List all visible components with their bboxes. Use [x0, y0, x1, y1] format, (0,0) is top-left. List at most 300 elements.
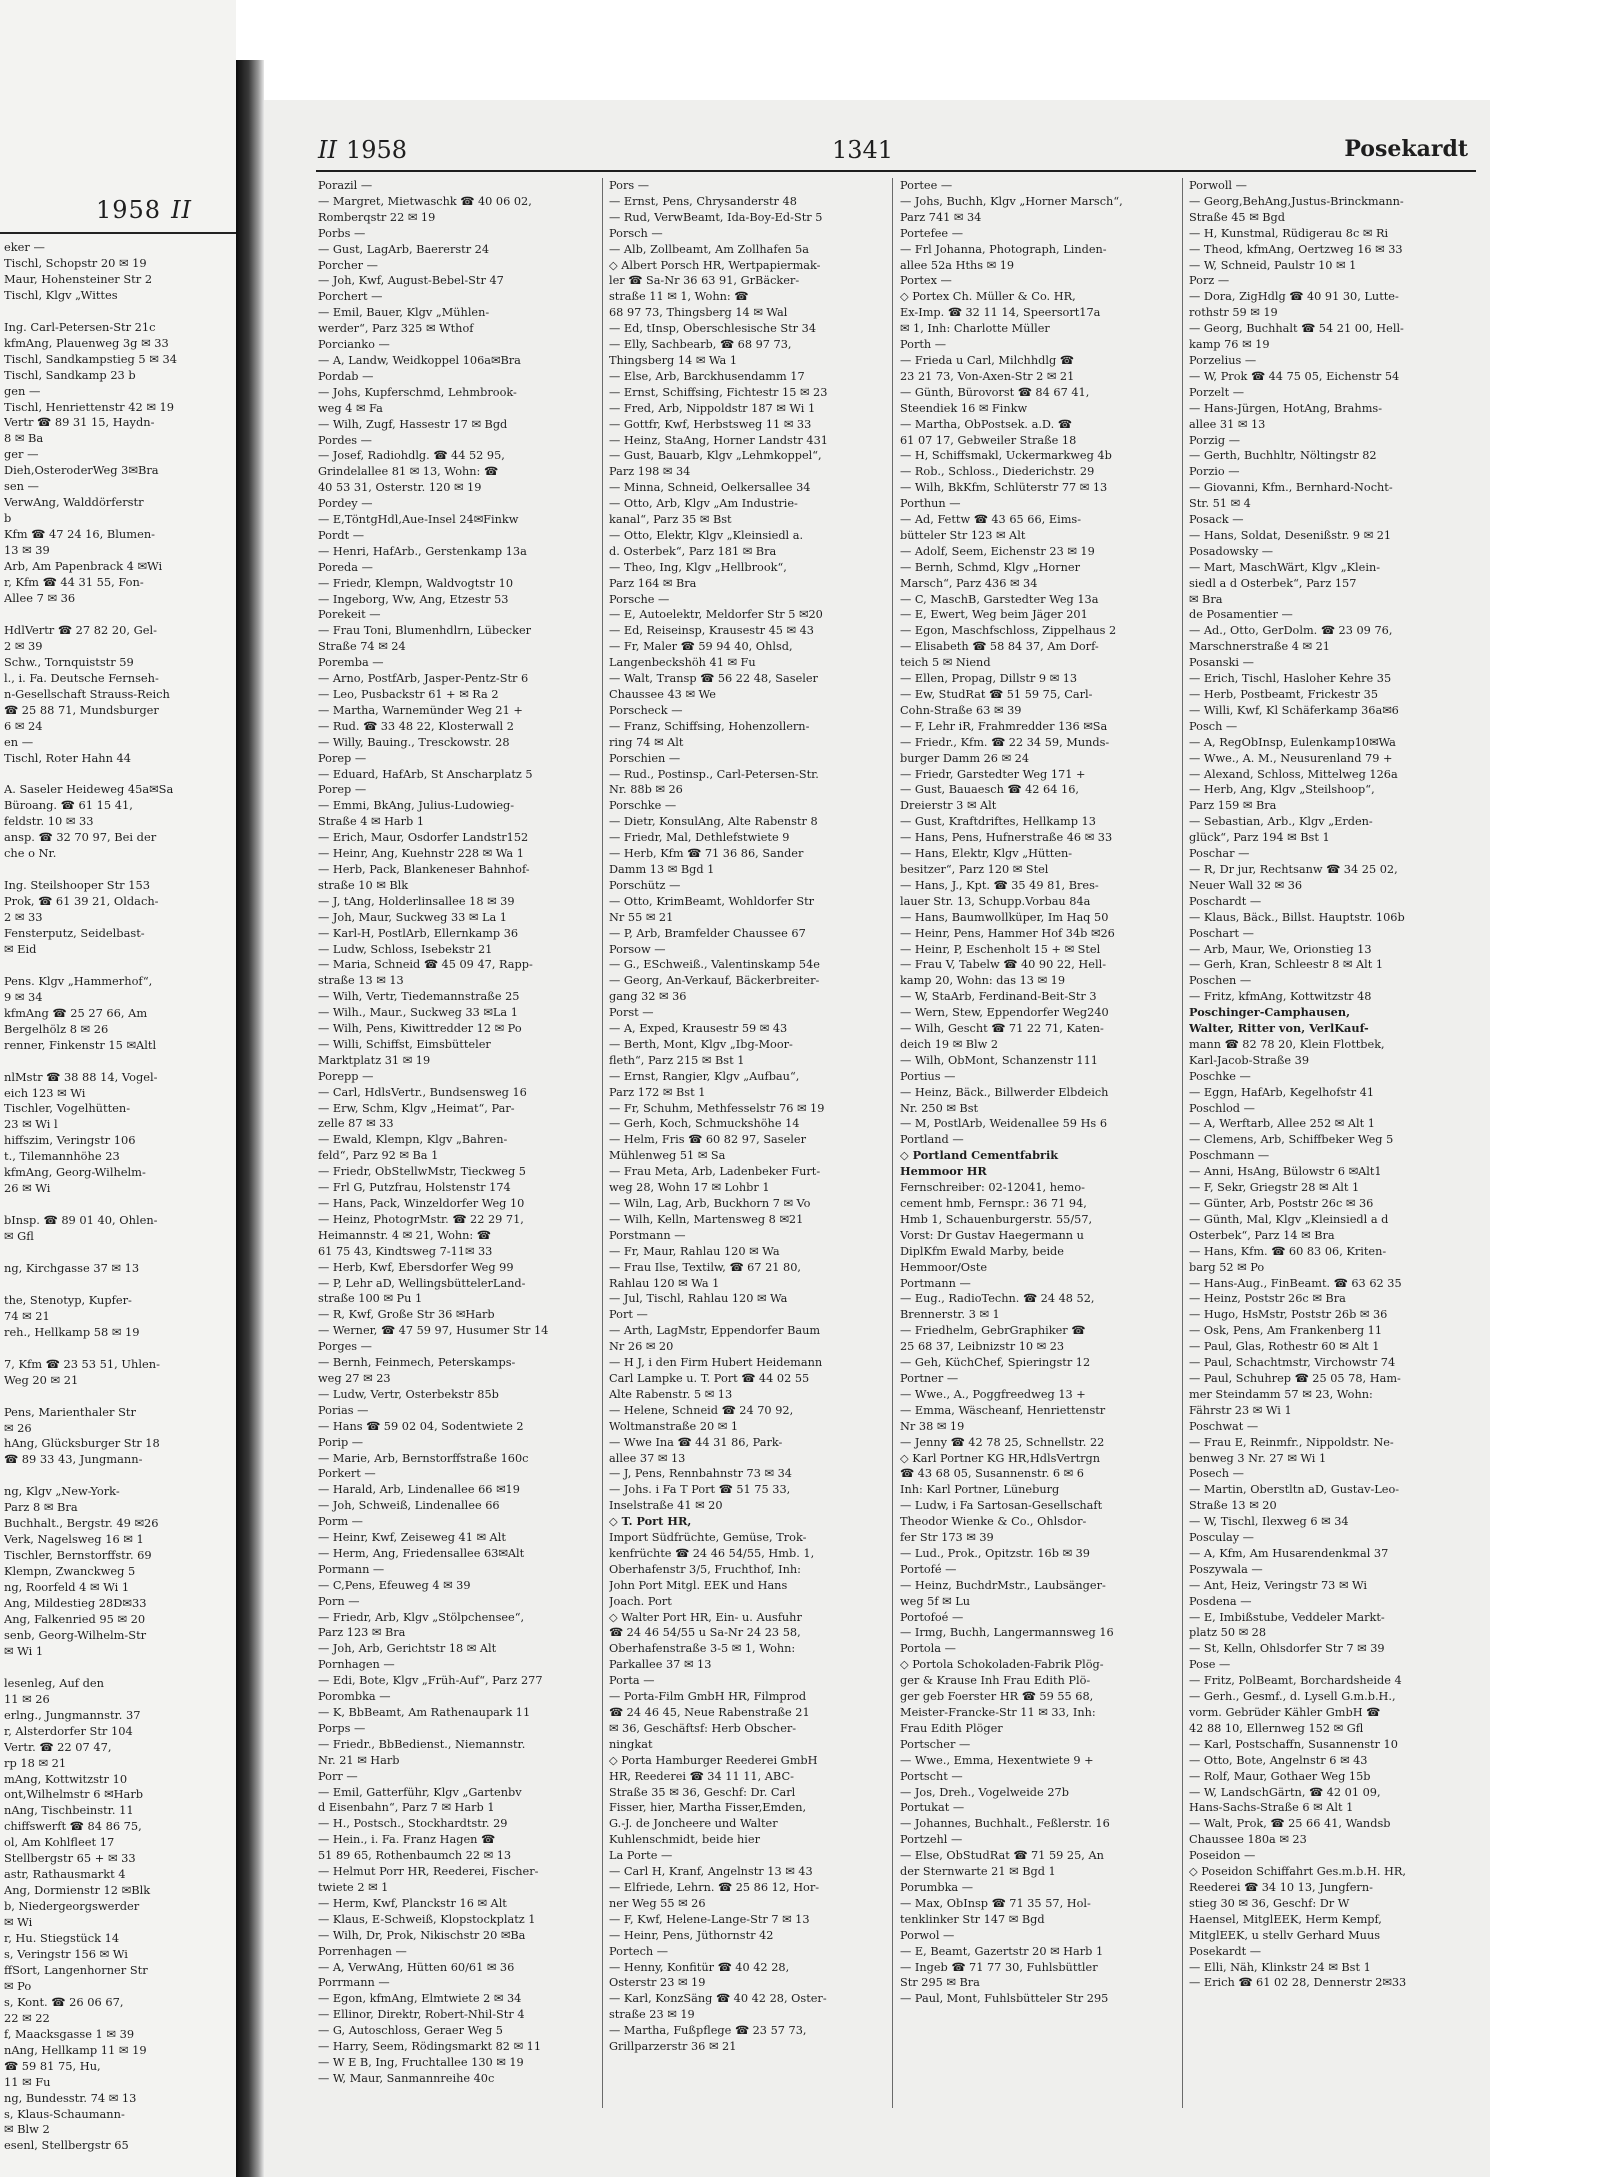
directory-line: — Hein., i. Fa. Franz Hagen ☎: [318, 1833, 496, 1847]
directory-line: Reederei ☎ 34 10 13, Jungfern-: [1189, 1880, 1373, 1894]
directory-line: — Joh, Schweiß, Lindenallee 66: [318, 1499, 500, 1513]
directory-line: kamp 20, Wohn: das 13 ✉ 19: [900, 974, 1066, 988]
directory-line: Porrenhagen —: [318, 1944, 407, 1958]
directory-line: Porzig —: [1189, 433, 1241, 447]
directory-line: — Emil, Gatterführ, Klgv „Gartenbv: [318, 1785, 522, 1799]
directory-line: — Klaus, E-Schweiß, Klopstockplatz 1: [318, 1912, 536, 1926]
directory-line: Tischl, Sandkampstieg 5 ✉ 34: [4, 351, 177, 366]
directory-column-2: [609, 178, 891, 2055]
directory-line: — C, MaschB, Garstedter Weg 13a: [900, 592, 1099, 606]
directory-line: [4, 1277, 236, 1293]
header-rule: [316, 170, 1476, 172]
directory-line: — E, Ewert, Weg beim Jäger 201: [900, 608, 1088, 622]
directory-line: — Johs. i Fa T Port ☎ 51 75 33,: [609, 1483, 791, 1497]
directory-line: — Ernst, Pens, Chrysanderstr 48: [609, 194, 797, 208]
directory-line: Chaussee 180a ✉ 23: [1189, 1833, 1307, 1847]
directory-line: La Porte —: [609, 1849, 673, 1863]
directory-line: Poschart —: [1189, 926, 1254, 940]
directory-line: benweg 3 Nr. 27 ✉ Wi 1: [1189, 1451, 1327, 1465]
directory-line: Porwoll —: [1189, 179, 1247, 192]
directory-line: 11 ✉ Fu: [4, 2074, 51, 2089]
directory-line: Portscher —: [900, 1737, 971, 1751]
directory-line: Port —: [609, 1308, 648, 1322]
directory-line: — Georg,BehAng,Justus-Brinckmann-: [1189, 194, 1404, 208]
directory-line: — Johs, Buchh, Klgv „Horner Marsch“,: [900, 194, 1123, 208]
directory-line: — Friedr, Klempn, Waldvogtstr 10: [318, 576, 514, 590]
directory-line: — W, Maur, Sanmannreihe 40c: [318, 2071, 495, 2085]
directory-line: — Sebastian, Arb., Klgv „Erden-: [1189, 815, 1373, 829]
directory-line: Damm 13 ✉ Bgd 1: [609, 862, 715, 876]
directory-line: Hemmoor HR: [900, 1164, 987, 1179]
directory-line: ☎ 59 81 75, Hu,: [4, 2058, 101, 2073]
directory-line: fer Str 173 ✉ 39: [900, 1531, 994, 1545]
directory-line: — Karl, Postschaffn, Susannenstr 10: [1189, 1737, 1398, 1751]
directory-line: — Joh, Kwf, August-Bebel-Str 47: [318, 274, 504, 288]
directory-line: ansp. ☎ 32 70 97, Bei der: [4, 830, 157, 845]
directory-line: ✉ Eid: [4, 941, 37, 956]
directory-line: — Klaus, Bäck., Billst. Hauptstr. 106b: [1189, 910, 1405, 924]
directory-line: — Frau Meta, Arb, Ladenbeker Furt-: [609, 1165, 821, 1179]
directory-line: Parz 159 ✉ Bra: [1189, 799, 1277, 813]
directory-line: weg 5f ✉ Lu: [900, 1594, 970, 1608]
directory-line: — Emil, Bauer, Klgv „Mühlen-: [318, 306, 490, 320]
directory-line: Porps —: [318, 1721, 366, 1735]
directory-line: ✉ 36, Geschäftsf: Herb Obscher-: [609, 1721, 797, 1735]
directory-line: [4, 958, 236, 974]
directory-line: Porip —: [318, 1435, 364, 1449]
directory-line: Pormann —: [318, 1562, 385, 1576]
directory-line: s, Veringstr 156 ✉ Wi: [4, 1946, 128, 1961]
directory-line: [4, 766, 236, 782]
directory-line: Tischl, Henriettenstr 42 ✉ 19: [4, 399, 175, 414]
left-page-entries: [4, 240, 236, 2154]
directory-line: — Martha, Warnemünder Weg 21 +: [318, 703, 523, 717]
directory-line: — Georg, An-Verkauf, Bäckerbreiter-: [609, 974, 820, 988]
directory-line: nlMstr ☎ 38 88 14, Vogel-: [4, 1069, 158, 1084]
directory-line: — Wilh, BkKfm, Schlüterstr 77 ✉ 13: [900, 481, 1108, 495]
directory-line: — F, Lehr iR, Frahmredder 136 ✉Sa: [900, 719, 1108, 733]
directory-line: — Joh, Maur, Suckweg 33 ✉ La 1: [318, 910, 507, 924]
directory-line: Tischler, Bernstorffstr. 69: [4, 1548, 152, 1563]
directory-line: Poschke —: [1189, 1069, 1251, 1083]
directory-line: — Rolf, Maur, Gothaer Weg 15b: [1189, 1769, 1371, 1783]
directory-line: l., i. Fa. Deutsche Fernseh-: [4, 670, 159, 685]
directory-line: Straße 35 ✉ 36, Geschf: Dr. Carl: [609, 1785, 796, 1799]
directory-line: 61 75 43, Kindtsweg 7-11✉ 33: [318, 1244, 493, 1258]
directory-line: — Herb, Kfm ☎ 71 36 86, Sander: [609, 847, 804, 861]
directory-line: Romberqstr 22 ✉ 19: [318, 210, 436, 224]
directory-line: Ing. Steilshooper Str 153: [4, 878, 150, 893]
directory-line: Tischl, Roter Hahn 44: [4, 750, 132, 765]
directory-line: — Wwe Ina ☎ 44 31 86, Park-: [609, 1435, 783, 1449]
directory-line: — Wilh, Pens, Kiwittredder 12 ✉ Po: [318, 1022, 522, 1036]
directory-line: d. Osterbek“, Parz 181 ✉ Bra: [609, 544, 777, 558]
directory-line: Porscheck —: [609, 703, 683, 717]
directory-line: — Gust, Bauarb, Klgv „Lehmkoppel“,: [609, 449, 822, 463]
directory-line: s, Kont. ☎ 26 06 67,: [4, 1994, 124, 2009]
directory-line: Posech —: [1189, 1467, 1244, 1481]
directory-line: — W, LandschGärtn, ☎ 42 01 09,: [1189, 1785, 1381, 1799]
directory-line: Porschütz —: [609, 878, 681, 892]
directory-line: hAng, Glücksburger Str 18: [4, 1436, 160, 1451]
directory-line: Brennerstr. 3 ✉ 1: [900, 1308, 1000, 1322]
directory-line: Chaussee 43 ✉ We: [609, 688, 716, 701]
directory-line: — F, Kwf, Helene-Lange-Str 7 ✉ 13: [609, 1912, 810, 1926]
directory-line: — Gust, LagArb, Baererstr 24: [318, 242, 490, 256]
directory-line: — Edi, Bote, Klgv „Früh-Auf“, Parz 277: [318, 1674, 543, 1688]
directory-line: Neuer Wall 32 ✉ 36: [1189, 878, 1303, 892]
directory-line: — Dora, ZigHdlg ☎ 40 91 30, Lutte-: [1189, 290, 1399, 304]
directory-line: — Hans ☎ 59 02 04, Sodentwiete 2: [318, 1419, 524, 1433]
directory-line: — Ellen, Propag, Dillstr 9 ✉ 13: [900, 672, 1078, 686]
directory-line: Posdena —: [1189, 1594, 1252, 1608]
directory-line: Straße 4 ✉ Harb 1: [318, 815, 425, 829]
directory-line: Maur, Hohensteiner Str 2: [4, 271, 153, 286]
directory-line: ont,Wilhelmstr 6 ✉Harb: [4, 1787, 144, 1802]
directory-line: Nr 55 ✉ 21: [609, 910, 674, 924]
directory-line: — Heinr, Pens, Hammer Hof 34b ✉26: [900, 926, 1115, 940]
directory-line: Inselstraße 41 ✉ 20: [609, 1499, 723, 1513]
directory-line: Pens. Klgv „Hammerhof“,: [4, 973, 153, 988]
directory-line: 26 ✉ Wi: [4, 1181, 51, 1196]
directory-line: Tischl, Schopstr 20 ✉ 19: [4, 255, 147, 270]
directory-line: — Arb, Maur, We, Orionstieg 13: [1189, 942, 1372, 956]
directory-line: Pordab —: [318, 369, 374, 383]
directory-line: ◇ Portola Schokoladen-Fabrik Plög-: [900, 1658, 1104, 1672]
directory-line: Vertr ☎ 89 31 15, Haydn-: [4, 415, 155, 430]
directory-line: 2 ✉ 39: [4, 638, 43, 653]
directory-line: ✉ Po: [4, 1978, 32, 1993]
directory-line: — Otto, Elektr, Klgv „Kleinsiedl a.: [609, 528, 804, 542]
directory-line: — Helm, Fris ☎ 60 82 97, Saseler: [609, 1133, 806, 1147]
directory-line: lauer Str. 13, Schupp.Vorbau 84a: [900, 894, 1091, 908]
directory-line: Nr. 88b ✉ 26: [609, 783, 683, 797]
directory-line: — Theod, kfmAng, Oertzweg 16 ✉ 33: [1189, 242, 1403, 256]
directory-line: — Arth, LagMstr, Eppendorfer Baum: [609, 1324, 821, 1338]
directory-line: nAng, Hellkamp 11 ✉ 19: [4, 2042, 147, 2057]
directory-line: — J, Pens, Rennbahnstr 73 ✉ 34: [609, 1467, 792, 1481]
directory-line: — W, Prok ☎ 44 75 05, Eichenstr 54: [1189, 369, 1400, 383]
directory-line: — Herb, Postbeamt, Frickestr 35: [1189, 688, 1379, 701]
directory-line: Straße 13 ✉ 20: [1189, 1499, 1277, 1513]
directory-line: ◇ Walter Port HR, Ein- u. Ausfuhr: [609, 1610, 802, 1624]
directory-line: Posanski —: [1189, 656, 1254, 670]
directory-line: — Osk, Pens, Am Frankenberg 11: [1189, 1324, 1383, 1338]
directory-line: — Martha, ObPostsek. a.D. ☎: [900, 417, 1072, 431]
directory-line: — Otto, Arb, Klgv „Am Industrie-: [609, 497, 798, 511]
directory-line: [4, 1197, 236, 1213]
directory-line: — Johs, Kupferschmd, Lehmbrook-: [318, 385, 517, 399]
directory-line: — Gerh, Koch, Schmuckshöhe 14: [609, 1117, 800, 1131]
directory-line: Carl Lampke u. T. Port ☎ 44 02 55: [609, 1371, 810, 1385]
directory-line: tenklinker Str 147 ✉ Bgd: [900, 1912, 1045, 1926]
directory-line: ffSort, Langenhorner Str: [4, 1962, 148, 1977]
directory-line: Posack —: [1189, 513, 1244, 527]
directory-line: — Wilh., Maur., Suckweg 33 ✉La 1: [318, 1006, 518, 1020]
directory-line: de Posamentier —: [1189, 608, 1293, 622]
directory-line: Ang, Dormienstr 12 ✉Blk: [4, 1883, 151, 1898]
directory-line: — Alexand, Schloss, Mittelweg 126a: [1189, 767, 1398, 781]
directory-line: fleth“, Parz 215 ✉ Bst 1: [609, 1053, 745, 1067]
directory-line: [4, 1341, 236, 1357]
directory-line: Osterstr 23 ✉ 19: [609, 1976, 706, 1990]
directory-line: Straße 45 ✉ Bgd: [1189, 210, 1286, 224]
directory-line: — Elly, Sachbearb, ☎ 68 97 73,: [609, 338, 792, 352]
directory-line: Poschinger-Camphausen,: [1189, 1005, 1351, 1020]
directory-line: Porbs —: [318, 226, 366, 240]
directory-line: — Helene, Schneid ☎ 24 70 92,: [609, 1403, 794, 1417]
directory-line: — W, StaArb, Ferdinand-Beit-Str 3: [900, 990, 1097, 1004]
directory-line: — Clemens, Arb, Schiffbeker Weg 5: [1189, 1133, 1394, 1147]
directory-line: DiplKfm Ewald Marby, beide: [900, 1244, 1064, 1258]
directory-line: Arb, Am Papenbrack 4 ✉Wi: [4, 559, 163, 574]
directory-line: VerwAng, Walddörferstr: [4, 495, 144, 510]
directory-line: Porwol —: [900, 1928, 955, 1942]
directory-line: — Rud., Postinsp., Carl-Petersen-Str.: [609, 767, 819, 781]
directory-line: hiffszim, Veringstr 106: [4, 1133, 136, 1148]
directory-line: Porepp —: [318, 1069, 374, 1083]
directory-line: gang 32 ✉ 36: [609, 990, 687, 1004]
directory-line: Parkallee 37 ✉ 13: [609, 1658, 712, 1672]
directory-line: — Erw, Schm, Klgv „Heimat“, Par-: [318, 1101, 515, 1115]
directory-line: — Fritz, kfmAng, Kottwitzstr 48: [1189, 990, 1372, 1004]
directory-line: — Ewald, Klempn, Klgv „Bahren-: [318, 1133, 508, 1147]
directory-line: Porst —: [609, 1006, 654, 1020]
directory-line: — Günth, Mal, Klgv „Kleinsiedl a d: [1189, 1212, 1389, 1226]
directory-line: — Anni, HsAng, Bülowstr 6 ✉Alt1: [1189, 1165, 1382, 1179]
directory-line: eich 123 ✉ Wi: [4, 1085, 86, 1100]
directory-line: Straße 74 ✉ 24: [318, 640, 406, 654]
directory-line: Langenbeckshöh 41 ✉ Fu: [609, 656, 756, 670]
directory-line: — Wwe., Emma, Hexentwiete 9 +: [900, 1753, 1094, 1767]
directory-line: Fensterputz, Seidelbast-: [4, 925, 145, 940]
directory-line: Hemmoor/Oste: [900, 1260, 988, 1274]
directory-line: 8 ✉ Ba: [4, 431, 44, 446]
directory-line: — Friedr., Kfm. ☎ 22 34 59, Munds-: [900, 735, 1110, 749]
directory-line: ng, Roorfeld 4 ✉ Wi 1: [4, 1580, 130, 1595]
directory-line: b, Niedergeorgswerder: [4, 1899, 140, 1914]
directory-line: Portofoé —: [900, 1610, 964, 1624]
directory-line: — Otto, KrimBeamt, Wohldorfer Str: [609, 894, 815, 908]
directory-line: der Sternwarte 21 ✉ Bgd 1: [900, 1865, 1056, 1879]
directory-line: Portofé —: [900, 1562, 957, 1576]
directory-line: — Mart, MaschWärt, Klgv „Klein-: [1189, 560, 1381, 574]
directory-line: 51 89 65, Rothenbaumch 22 ✉ 13: [318, 1849, 512, 1863]
directory-line: — M, PostlArb, Weidenallee 59 Hs 6: [900, 1117, 1108, 1131]
directory-line: — Elisabeth ☎ 58 84 37, Am Dorf-: [900, 640, 1099, 654]
directory-line: ✉ 26: [4, 1420, 32, 1435]
directory-line: s, Klaus-Schaumann-: [4, 2106, 125, 2121]
directory-line: — Willy, Bauing., Tresckowstr. 28: [318, 735, 510, 749]
directory-line: — Frau V, Tabelw ☎ 40 90 22, Hell-: [900, 958, 1107, 972]
directory-line: ger & Krause Inh Frau Edith Plö-: [900, 1674, 1091, 1688]
directory-line: teich 5 ✉ Niend: [900, 656, 991, 670]
directory-line: ring 74 ✉ Alt: [609, 735, 684, 749]
directory-line: allee 52a Hths ✉ 19: [900, 258, 1015, 272]
directory-line: ✉ Wi 1: [4, 1643, 44, 1658]
directory-line: — Erich, Maur, Osdorfer Landstr152: [318, 831, 529, 845]
directory-line: Portland —: [900, 1133, 964, 1147]
directory-line: Buchhalt., Bergstr. 49 ✉26: [4, 1516, 159, 1531]
directory-line: Poreda —: [318, 560, 373, 574]
directory-line: Ang, Falkenried 95 ✉ 20: [4, 1611, 146, 1626]
directory-line: straße 10 ✉ Blk: [318, 878, 409, 892]
directory-line: — Karl-H, PostlArb, Ellernkamp 36: [318, 926, 519, 940]
directory-line: John Port Mitgl. EEK und Hans: [609, 1578, 788, 1592]
directory-line: — Fr, Schuhm, Methfesselstr 76 ✉ 19: [609, 1101, 825, 1115]
directory-line: — Herm, Kwf, Planckstr 16 ✉ Alt: [318, 1896, 507, 1910]
directory-line: Porekeit —: [318, 608, 381, 622]
directory-line: Fernschreiber: 02-12041, hemo-: [900, 1181, 1085, 1195]
directory-line: burger Damm 26 ✉ 24: [900, 751, 1030, 765]
directory-line: Poschlod —: [1189, 1101, 1255, 1115]
directory-line: [4, 304, 236, 320]
directory-line: — Paul, Schuhrep ☎ 25 05 78, Ham-: [1189, 1371, 1401, 1385]
directory-line: — H, Kunstmal, Rüdigerau 8c ✉ Ri: [1189, 226, 1389, 240]
directory-line: Porth —: [900, 338, 947, 352]
directory-line: HdlVertr ☎ 27 82 20, Gel-: [4, 622, 157, 637]
directory-line: senb, Georg-Wilhelm-Str: [4, 1627, 147, 1642]
directory-line: ng, Klgv „New-York-: [4, 1484, 120, 1499]
year-label: 1958: [346, 136, 408, 164]
directory-line: 9 ✉ 34: [4, 989, 43, 1004]
directory-line: kenfrüchte ☎ 24 46 54/55, Hmb. 1,: [609, 1546, 815, 1560]
directory-line: — Franz, Schiffsing, Hohenzollern-: [609, 719, 810, 733]
directory-line: — Ludw, Schloss, Isebekstr 21: [318, 942, 493, 956]
directory-line: ◇ Karl Portner KG HR,HdlsVertrgn: [900, 1451, 1101, 1465]
left-page-volume: II: [171, 196, 193, 224]
directory-line: the, Stenotyp, Kupfer-: [4, 1292, 132, 1307]
directory-line: kfmAng, Plauenweg 3g ✉ 33: [4, 335, 169, 350]
directory-line: — Ad., Otto, GerDolm. ☎ 23 09 76,: [1189, 624, 1393, 638]
directory-line: — K, BbBeamt, Am Rathenaupark 11: [318, 1706, 531, 1719]
directory-line: Hmb 1, Schauenburgerstr. 55/57,: [900, 1212, 1093, 1226]
directory-line: MitglEEK, u stellv Gerhard Muus: [1189, 1928, 1381, 1942]
directory-line: — Wilh, ObMont, Schanzenstr 111: [900, 1053, 1098, 1067]
directory-line: — Elfriede, Lehrn. ☎ 25 86 12, Hor-: [609, 1880, 820, 1894]
directory-line: 61 07 17, Gebweiler Straße 18: [900, 433, 1077, 447]
directory-line: Portius —: [900, 1069, 956, 1083]
directory-line: b: [4, 511, 12, 526]
directory-line: Heimannstr. 4 ✉ 21, Wohn: ☎: [318, 1228, 491, 1242]
directory-line: Poschen —: [1189, 974, 1252, 988]
directory-line: 42 88 10, Ellernweg 152 ✉ Gfl: [1189, 1721, 1364, 1735]
directory-line: — Ew, StudRat ☎ 51 59 75, Carl-: [900, 688, 1093, 701]
directory-line: allee 31 ✉ 13: [1189, 417, 1266, 431]
directory-line: — Rob., Schloss., Diederichstr. 29: [900, 465, 1095, 479]
directory-line: ◇ Albert Porsch HR, Wertpapiermak-: [609, 258, 821, 272]
volume-label: II: [318, 136, 337, 164]
directory-line: — Gust, Bauaesch ☎ 42 64 16,: [900, 783, 1079, 797]
right-page: [264, 100, 1490, 2177]
directory-line: rp 18 ✉ 21: [4, 1755, 67, 1770]
directory-line: zelle 87 ✉ 33: [318, 1117, 394, 1131]
directory-line: — E, Autoelektr, Meldorfer Str 5 ✉20: [609, 608, 823, 622]
directory-line: — E, Beamt, Gazertstr 20 ✉ Harb 1: [900, 1944, 1104, 1958]
directory-line: Tischler, Vogelhütten-: [4, 1101, 131, 1116]
directory-line: — Wwe., A. M., Neusurenland 79 +: [1189, 751, 1393, 765]
directory-line: Parz 172 ✉ Bst 1: [609, 1085, 706, 1099]
directory-line: — Giovanni, Kfm., Bernhard-Nocht-: [1189, 481, 1393, 495]
directory-line: ◇ Porta Hamburger Reederei GmbH: [609, 1753, 818, 1767]
directory-line: ☎ 43 68 05, Susannenstr. 6 ✉ 6: [900, 1467, 1084, 1481]
directory-line: Poschar —: [1189, 847, 1250, 861]
directory-line: renner, Finkenstr 15 ✉Altl: [4, 1037, 157, 1052]
directory-line: 11 ✉ 26: [4, 1691, 50, 1706]
directory-line: — Rud. ☎ 33 48 22, Klosterwall 2: [318, 719, 514, 733]
directory-line: Vorst: Dr Gustav Haegermann u: [900, 1228, 1084, 1242]
directory-line: weg 4 ✉ Fa: [318, 401, 383, 415]
directory-line: — Walt, Prok, ☎ 25 66 41, Wandsb: [1189, 1817, 1391, 1831]
directory-line: ✉ 1, Inh: Charlotte Müller: [900, 322, 1050, 336]
directory-line: — Ludw, i Fa Sartosan-Gesellschaft: [900, 1499, 1103, 1513]
directory-line: ger geb Foerster HR ☎ 59 55 68,: [900, 1690, 1094, 1704]
directory-line: ☎ 89 33 43, Jungmann-: [4, 1452, 143, 1467]
directory-line: Porstmann —: [609, 1228, 686, 1242]
directory-line: 74 ✉ 21: [4, 1308, 50, 1323]
directory-line: — Henri, HafArb., Gerstenkamp 13a: [318, 544, 527, 558]
directory-line: Oberhafenstr 3/5, Fruchthof, Inh:: [609, 1562, 801, 1576]
directory-line: — G, Autoschloss, Geraer Weg 5: [318, 2024, 503, 2038]
directory-line: — Ant, Heiz, Veringstr 73 ✉ Wi: [1189, 1578, 1368, 1592]
directory-line: — Ludw, Vertr, Osterbekstr 85b: [318, 1387, 499, 1401]
directory-line: Karl-Jacob-Straße 39: [1189, 1053, 1310, 1067]
directory-line: Schw., Tornquiststr 59: [4, 654, 134, 669]
directory-line: allee 37 ✉ 13: [609, 1451, 686, 1465]
directory-line: — W, Tischl, Ilexweg 6 ✉ 34: [1189, 1515, 1349, 1529]
directory-line: — Porta-Film GmbH HR, Filmprod: [609, 1690, 807, 1704]
directory-line: — Heinz, Poststr 26c ✉ Bra: [1189, 1292, 1346, 1306]
directory-line: glück“, Parz 194 ✉ Bst 1: [1189, 831, 1330, 845]
directory-line: ner Weg 55 ✉ 26: [609, 1896, 706, 1910]
directory-line: Thingsberg 14 ✉ Wa 1: [609, 353, 738, 367]
directory-line: — R, Kwf, Große Str 36 ✉Harb: [318, 1308, 495, 1322]
directory-line: platz 50 ✉ 28: [1189, 1626, 1267, 1640]
directory-line: — Ingeborg, Ww, Ang, Etzestr 53: [318, 592, 509, 606]
directory-line: Pordes —: [318, 433, 372, 447]
directory-line: — Herb, Ang, Klgv „Steilshoop“,: [1189, 783, 1375, 797]
directory-line: Str. 51 ✉ 4: [1189, 497, 1251, 511]
directory-line: — Hugo, HsMstr, Poststr 26b ✉ 36: [1189, 1308, 1388, 1322]
directory-line: Porazil —: [318, 179, 373, 192]
directory-line: Klempn, Zwanckweg 5: [4, 1564, 136, 1579]
directory-line: — J, tAng, Holderlinsallee 18 ✉ 39: [318, 894, 515, 908]
directory-line: — Friedr, Mal, Dethlefstwiete 9: [609, 831, 790, 845]
directory-line: Tischl, Klgv „Wittes: [4, 287, 118, 302]
directory-line: Portner —: [900, 1371, 959, 1385]
directory-line: — Fred, Arb, Nippoldstr 187 ✉ Wi 1: [609, 401, 816, 415]
directory-line: — Friedr, Arb, Klgv „Stölpchensee“,: [318, 1610, 525, 1624]
directory-line: Oberhafenstraße 3-5 ✉ 1, Wohn:: [609, 1642, 796, 1656]
directory-line: — Paul, Schachtmstr, Virchowstr 74: [1189, 1356, 1396, 1370]
directory-line: — Else, Arb, Barckhusendamm 17: [609, 369, 805, 383]
page-number: 1341: [832, 136, 894, 164]
directory-line: Pordey —: [318, 497, 373, 511]
directory-line: — Frau E, Reinmfr., Nippoldstr. Ne-: [1189, 1435, 1394, 1449]
directory-line: — Fr, Maur, Rahlau 120 ✉ Wa: [609, 1244, 780, 1258]
directory-line: — Jul, Tischl, Rahlau 120 ✉ Wa: [609, 1292, 788, 1306]
book-binding-gutter: [236, 60, 264, 2177]
directory-line: werder“, Parz 325 ✉ Wthof: [318, 322, 474, 336]
directory-line: lesenleg, Auf den: [4, 1675, 104, 1690]
directory-line: Bergelhölz 8 ✉ 26: [4, 1021, 109, 1036]
directory-line: Fährstr 23 ✉ Wi 1: [1189, 1403, 1292, 1417]
directory-line: — Karl, KonzSäng ☎ 40 42 28, Oster-: [609, 1992, 827, 2006]
directory-line: 22 ✉ 22: [4, 2010, 50, 2025]
directory-line: eker —: [4, 240, 45, 254]
directory-line: bInsp. ☎ 89 01 40, Ohlen-: [4, 1213, 158, 1228]
directory-line: stieg 30 ✉ 36, Geschf: Dr W: [1189, 1896, 1350, 1910]
